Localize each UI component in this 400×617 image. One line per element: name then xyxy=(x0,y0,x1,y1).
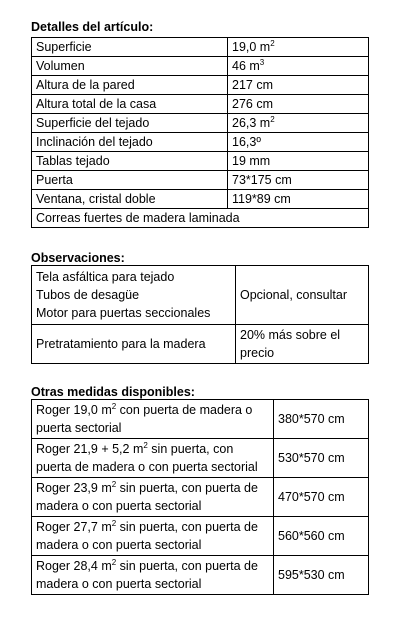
observations-row2-label: Pretratamiento para la madera xyxy=(32,325,236,364)
model-size: 560*560 cm xyxy=(274,517,369,556)
observation-item: Tubos de desagüe xyxy=(36,288,140,302)
table-row xyxy=(32,517,369,556)
details-footer-row: Correas fuertes de madera laminada xyxy=(32,209,369,228)
table-row xyxy=(32,152,369,171)
observation-item: Tela asfáltica para tejado xyxy=(36,270,175,284)
table-row xyxy=(32,95,369,114)
details-table xyxy=(31,37,369,228)
table-row xyxy=(32,209,369,228)
details-label: Ventana, cristal doble xyxy=(32,190,228,209)
table-row xyxy=(32,325,369,364)
table-row xyxy=(32,556,369,595)
details-label: Puerta xyxy=(32,171,228,190)
details-value: 16,3º xyxy=(228,133,369,152)
details-value: 276 cm xyxy=(228,95,369,114)
other-sizes-table xyxy=(31,399,369,595)
table-row xyxy=(32,478,369,517)
model-description: Roger 28,4 $m^2$ sin puerta, con puerta de madera o con puerta sectorial xyxy=(32,556,274,595)
table-row xyxy=(32,171,369,190)
table-row xyxy=(32,190,369,209)
details-label: Tablas tejado xyxy=(32,152,228,171)
table-row xyxy=(32,76,369,95)
details-value: 26,3 $m^2$ xyxy=(228,114,369,133)
details-value: 19,0 $m^2$ xyxy=(228,38,369,57)
details-label: Altura de la pared xyxy=(32,76,228,95)
table-row xyxy=(32,400,369,439)
table-row xyxy=(32,133,369,152)
model-description: Roger 27,7 $m^2$ sin puerta, con puerta de madera o con puerta sectorial xyxy=(32,517,274,556)
model-description: Roger 21,9 + 5,2 $m^2$ sin puerta, con puerta de madera o con puerta sectorial xyxy=(32,439,274,478)
model-description: Roger 19,0 $m^2$ con puerta de madera o puerta sectorial xyxy=(32,400,274,439)
table-row xyxy=(32,439,369,478)
details-value: 217 cm xyxy=(228,76,369,95)
model-size: 470*570 cm xyxy=(274,478,369,517)
details-value: 19 mm xyxy=(228,152,369,171)
details-label: Superficie xyxy=(32,38,228,57)
model-size: 380*570 cm xyxy=(274,400,369,439)
table-row xyxy=(32,57,369,76)
other-sizes-title: Otras medidas disponibles: xyxy=(31,385,195,399)
observations-items xyxy=(32,266,236,325)
model-size: 595*530 cm xyxy=(274,556,369,595)
observations-table xyxy=(31,265,369,364)
details-label: Inclinación del tejado xyxy=(32,133,228,152)
table-row xyxy=(32,38,369,57)
table-row xyxy=(32,114,369,133)
details-label: Superficie del tejado xyxy=(32,114,228,133)
details-title: Detalles del artículo: xyxy=(31,20,154,34)
observation-item: Motor para puertas seccionales xyxy=(36,306,211,320)
model-description: Roger 23,9 $m^2$ sin puerta, con puerta de madera o con puerta sectorial xyxy=(32,478,274,517)
observations-group-value: Opcional, consultar xyxy=(236,266,369,325)
details-label: Altura total de la casa xyxy=(32,95,228,114)
observations-title: Observaciones: xyxy=(31,251,125,265)
observations-row2-value: 20% más sobre el precio xyxy=(236,325,369,364)
details-value: 119*89 cm xyxy=(228,190,369,209)
details-value: 46 $m^3$ xyxy=(228,57,369,76)
details-value: 73*175 cm xyxy=(228,171,369,190)
table-row xyxy=(32,266,369,325)
details-label: Volumen xyxy=(32,57,228,76)
model-size: 530*570 cm xyxy=(274,439,369,478)
